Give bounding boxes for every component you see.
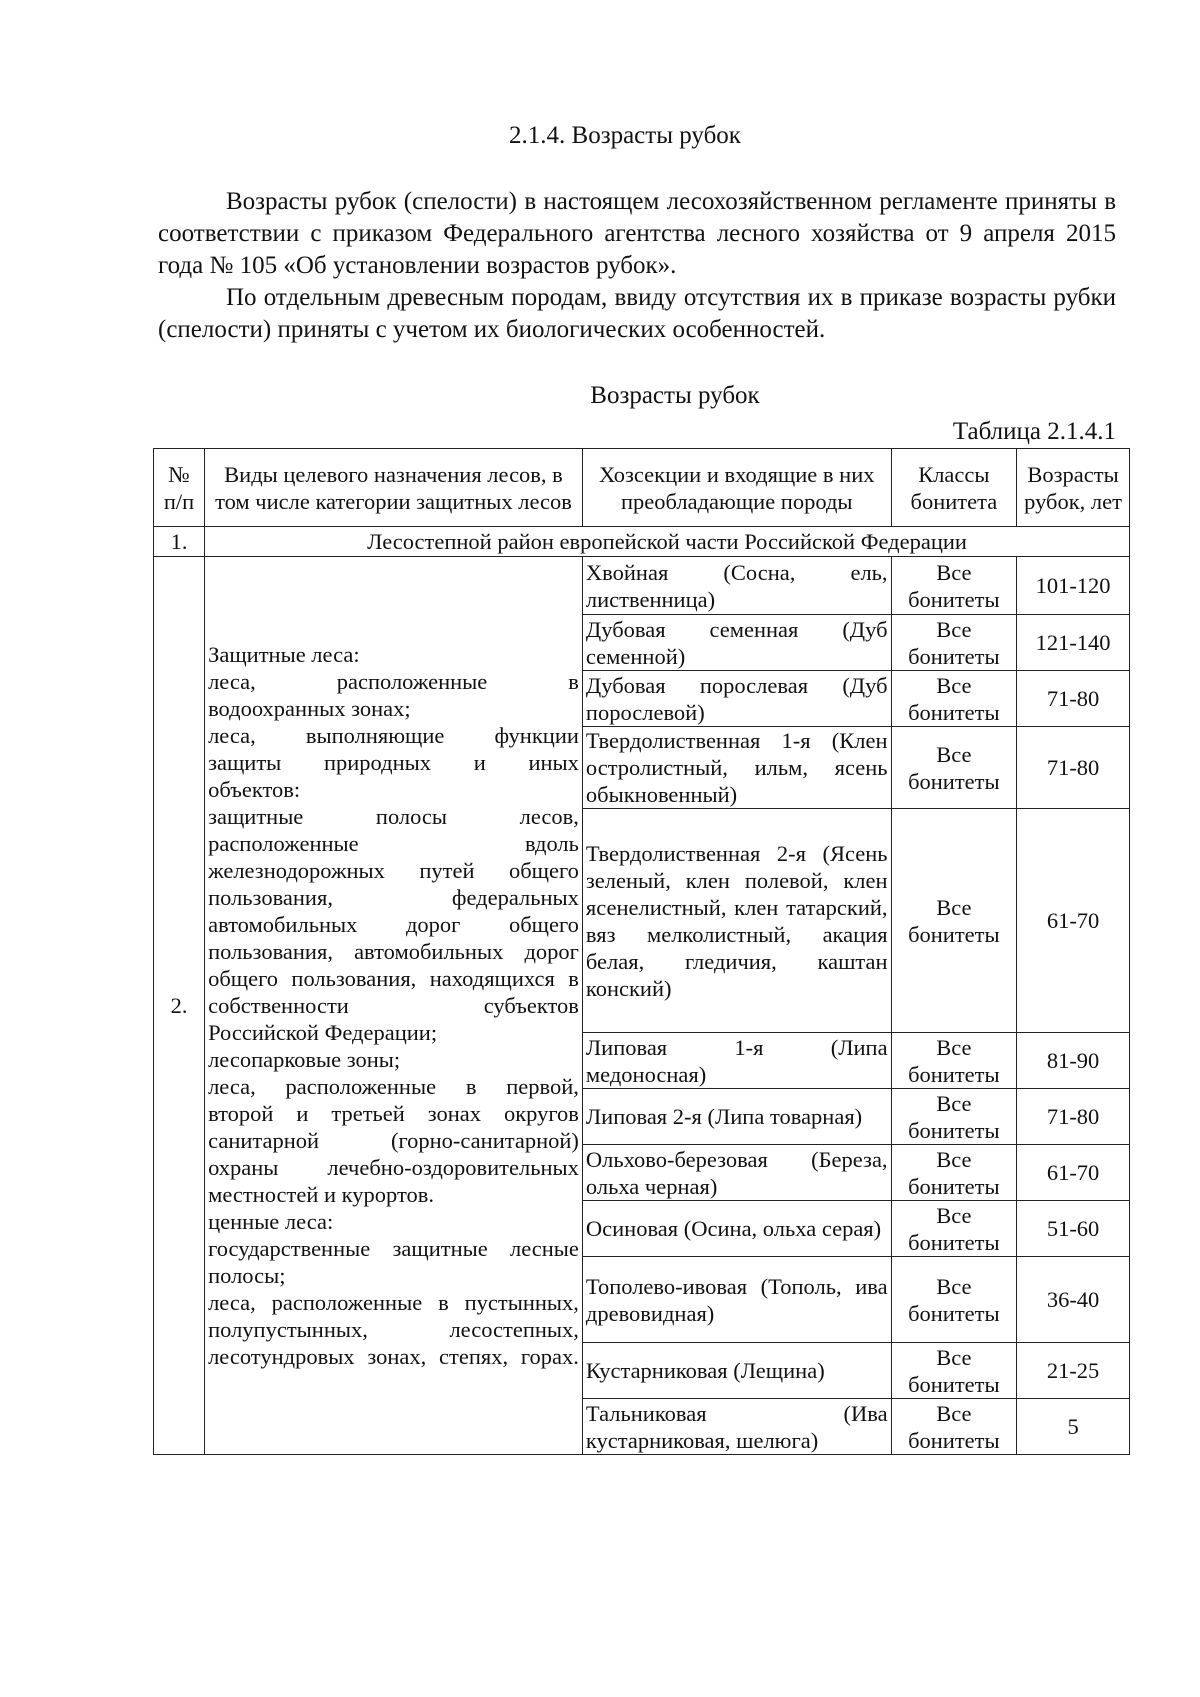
forest-type-line: охраны лечебно-оздоровительных xyxy=(208,1155,579,1180)
table-number: Таблица 2.1.4.1 xyxy=(952,418,1116,445)
table-header-row xyxy=(154,449,1130,527)
forest-type-line: ценные леса: xyxy=(208,1209,334,1234)
forest-type-line: лесотундровых зонах, степях, горах. xyxy=(208,1344,579,1369)
section-cell: Липовая 2-я (Липа товарная) xyxy=(582,1089,891,1145)
section-cell: Ольхово-березовая (Береза, ольха черная) xyxy=(582,1145,891,1201)
forest-type-line: объектов: xyxy=(208,777,301,802)
group-num: 2. xyxy=(154,557,205,1455)
section-cell: Дубовая семенная (Дуб семенной) xyxy=(582,615,891,671)
forest-type-line: леса, расположенные в xyxy=(208,669,579,694)
bonitet-cell: Все бонитеты xyxy=(891,615,1017,671)
forest-type-line: местностей и курортов. xyxy=(208,1182,435,1207)
forest-type-line: общего пользования, находящихся в xyxy=(208,966,579,991)
forest-type-line: пользования, автомобильных дорог xyxy=(208,939,579,964)
paragraph: По отдельным древесным породам, ввиду отсутствия их в приказе возрасты рубки (спелости) приняты с учетом их биологических особенностей. xyxy=(158,284,1116,343)
section-cell: Дубовая порослевая (Дуб порослевой) xyxy=(582,671,891,727)
age-cell: 81-90 xyxy=(1017,1033,1130,1089)
forest-type-line: защиты природных и иных xyxy=(208,750,579,775)
age-cell: 5 xyxy=(1017,1399,1130,1455)
header-ages: Возрасты рубок, лет xyxy=(1017,449,1130,527)
forest-type-line: защитные полосы лесов, xyxy=(208,804,579,829)
forest-type-line: Защитные леса: xyxy=(208,642,360,667)
region-row xyxy=(154,527,1130,557)
bonitet-cell: Все бонитеты xyxy=(891,809,1017,1033)
bonitet-cell: Все бонитеты xyxy=(891,1257,1017,1343)
bonitet-cell: Все бонитеты xyxy=(891,1399,1017,1455)
age-cell: 71-80 xyxy=(1017,1089,1130,1145)
age-cell: 21-25 xyxy=(1017,1343,1130,1399)
bonitet-cell: Все бонитеты xyxy=(891,1033,1017,1089)
section-cell: Кустарниковая (Лещина) xyxy=(582,1343,891,1399)
forest-type-line: водоохранных зонах; xyxy=(208,696,411,721)
section-cell: Твердолиственная 2-я (Ясень зеленый, клен полевой, клен ясенелистный, клен татарский, вяз мелколистный, акация белая, гледичия, каштан конский) xyxy=(582,809,891,1033)
forest-type-line: расположенные вдоль xyxy=(208,831,579,856)
header-forest-types: Виды целевого назначения лесов, в том числе категории защитных лесов xyxy=(205,449,583,527)
age-cell: 71-80 xyxy=(1017,671,1130,727)
forest-type-line: санитарной (горно-санитарной) xyxy=(208,1128,579,1153)
bonitet-cell: Все бонитеты xyxy=(891,671,1017,727)
age-cell: 61-70 xyxy=(1017,809,1130,1033)
forest-type-line: железнодорожных путей общего xyxy=(208,858,579,883)
bonitet-cell: Все бонитеты xyxy=(891,1201,1017,1257)
age-cell: 71-80 xyxy=(1017,727,1130,809)
body-text xyxy=(158,186,1116,346)
age-cell: 101-120 xyxy=(1017,557,1130,615)
age-cell: 121-140 xyxy=(1017,615,1130,671)
forest-type-line: государственные защитные лесные xyxy=(208,1236,579,1261)
header-sections: Хозсекции и входящие в них преобладающие породы xyxy=(582,449,891,527)
section-cell: Тальниковая (Ива кустарниковая, шелюга) xyxy=(582,1399,891,1455)
forest-type-line: леса, расположенные в первой, xyxy=(208,1074,579,1099)
header-num: № п/п xyxy=(154,449,205,527)
forest-type-line: леса, расположенные в пустынных, xyxy=(208,1290,579,1315)
forest-type-line: второй и третьей зонах округов xyxy=(208,1101,579,1126)
section-cell: Липовая 1-я (Липа медоносная) xyxy=(582,1033,891,1089)
forest-type-line: Российской Федерации; xyxy=(208,1020,438,1045)
table-title: Возрасты рубок xyxy=(590,382,760,409)
cutting-age-table xyxy=(153,448,1130,1455)
forest-type-line: полупустынных, лесостепных, xyxy=(208,1317,579,1342)
forest-types-cell xyxy=(205,557,583,1455)
forest-type-line: леса, выполняющие функции xyxy=(208,723,579,748)
age-cell: 51-60 xyxy=(1017,1201,1130,1257)
section-cell: Осиновая (Осина, ольха серая) xyxy=(582,1201,891,1257)
forest-type-line: лесопарковые зоны; xyxy=(208,1047,401,1072)
age-cell: 36-40 xyxy=(1017,1257,1130,1343)
header-classes: Классы бонитета xyxy=(891,449,1017,527)
section-title: 2.1.4. Возрасты рубок xyxy=(509,122,741,149)
bonitet-cell: Все бонитеты xyxy=(891,557,1017,615)
forest-type-line: автомобильных дорог общего xyxy=(208,912,579,937)
forest-type-line: полосы; xyxy=(208,1263,286,1288)
forest-type-line: собственности субъектов xyxy=(208,993,579,1018)
region-num: 1. xyxy=(154,527,205,557)
bonitet-cell: Все бонитеты xyxy=(891,1145,1017,1201)
bonitet-cell: Все бонитеты xyxy=(891,1089,1017,1145)
section-cell: Хвойная (Сосна, ель, лиственница) xyxy=(582,557,891,615)
bonitet-cell: Все бонитеты xyxy=(891,727,1017,809)
table-row xyxy=(154,557,1130,615)
age-cell: 61-70 xyxy=(1017,1145,1130,1201)
region-name: Лесостепной район европейской части Российской Федерации xyxy=(205,527,1130,557)
paragraph: Возрасты рубок (спелости) в настоящем лесохозяйственном регламенте приняты в соответствии с приказом Федерального агентства лесного хозяйства от 9 апреля 2015 года № 105 «Об установлении возрастов рубок». xyxy=(158,188,1116,279)
forest-type-line: пользования, федеральных xyxy=(208,885,579,910)
section-cell: Твердолиственная 1-я (Клен остролистный, ильм, ясень обыкновенный) xyxy=(582,727,891,809)
bonitet-cell: Все бонитеты xyxy=(891,1343,1017,1399)
section-cell: Тополево-ивовая (Тополь, ива древовидная) xyxy=(582,1257,891,1343)
